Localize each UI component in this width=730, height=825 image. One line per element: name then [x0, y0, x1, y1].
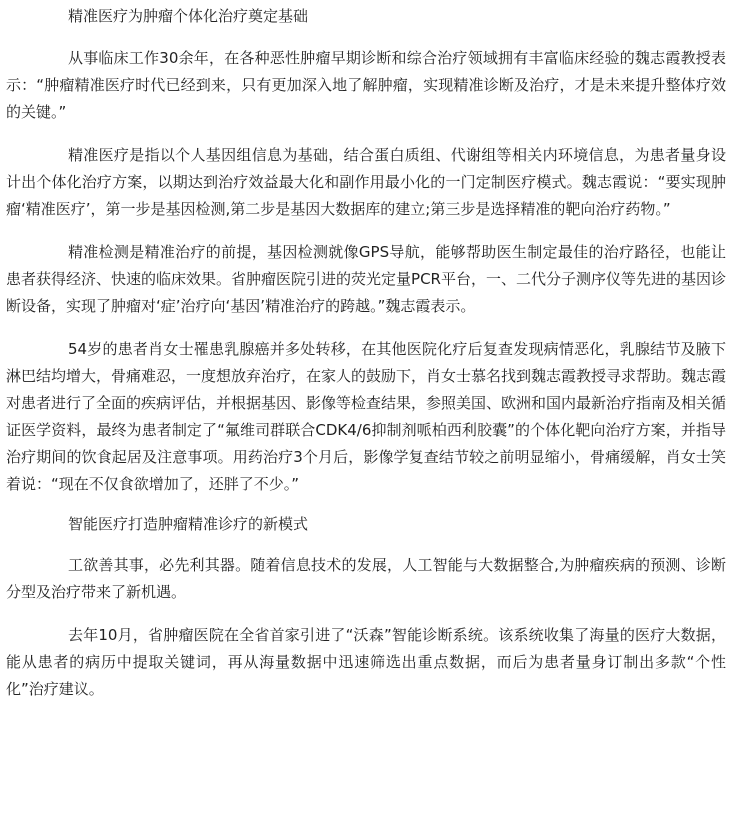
article-paragraph: 精准医疗是指以个人基因组信息为基础，结合蛋白质组、代谢组等相关内环境信息，为患者量身设计出个体化治疗方案，以期达到治疗效益最大化和副作用最小化的一门定制医疗模式。魏志霞说：“要实现肿瘤‘精准医疗’，第一步是基因检测,第二步是基因大数据库的建立;第三步是选择精准的靶向治疗药物。” [6, 146, 726, 218]
article-paragraph: 工欲善其事，必先利其器。随着信息技术的发展，人工智能与大数据整合,为肿瘤疾病的预测、诊断分型及治疗带来了新机遇。 [6, 556, 726, 601]
section-heading-smart-medicine: 智能医疗打造肿瘤精准诊疗的新模式 [68, 515, 309, 533]
section-heading-precision-medicine: 精准医疗为肿瘤个体化治疗奠定基础 [68, 7, 309, 25]
article-paragraph: 54岁的患者肖女士罹患乳腺癌并多处转移，在其他医院化疗后复查发现病情恶化，乳腺结节及腋下淋巴结均增大，骨痛难忍，一度想放弃治疗，在家人的鼓励下，肖女士慕名找到魏志霞教授寻求帮助。魏志霞对患者进行了全面的疾病评估，并根据基因、影像等检查结果，参照美国、欧洲和国内最新治疗指南及相关循证医学资料，最终为患者制定了“氟维司群联合CDK4/6抑制剂哌柏西利胶囊”的个体化靶向治疗方案，并指导治疗期间的饮食起居及注意事项。用药治疗3个月后，影像学复查结节较之前明显缩小，骨痛缓解，肖女士笑着说：“现在不仅食欲增加了，还胖了不少。” [6, 340, 727, 493]
article-paragraph: 精准检测是精准治疗的前提，基因检测就像GPS导航，能够帮助医生制定最佳的治疗路径，也能让患者获得经济、快速的临床效果。省肿瘤医院引进的荧光定量PCR平台，一、二代分子测序仪等先进的基因诊断设备，实现了肿瘤对‘症’治疗向‘基因’精准治疗的跨越。”魏志霞表示。 [6, 243, 726, 315]
article-body [0, 4, 730, 825]
article-paragraph: 去年10月，省肿瘤医院在全省首家引进了“沃森”智能诊断系统。该系统收集了海量的医疗大数据，能从患者的病历中提取关键词，再从海量数据中迅速筛选出重点数据，而后为患者量身订制出多款“个性化”治疗建议。 [6, 626, 726, 698]
article-paragraph: 从事临床工作30余年，在各种恶性肿瘤早期诊断和综合治疗领域拥有丰富临床经验的魏志霞教授表示：“肿瘤精准医疗时代已经到来，只有更加深入地了解肿瘤，实现精准诊断及治疗，才是未来提升整体疗效的关键。” [6, 49, 726, 121]
